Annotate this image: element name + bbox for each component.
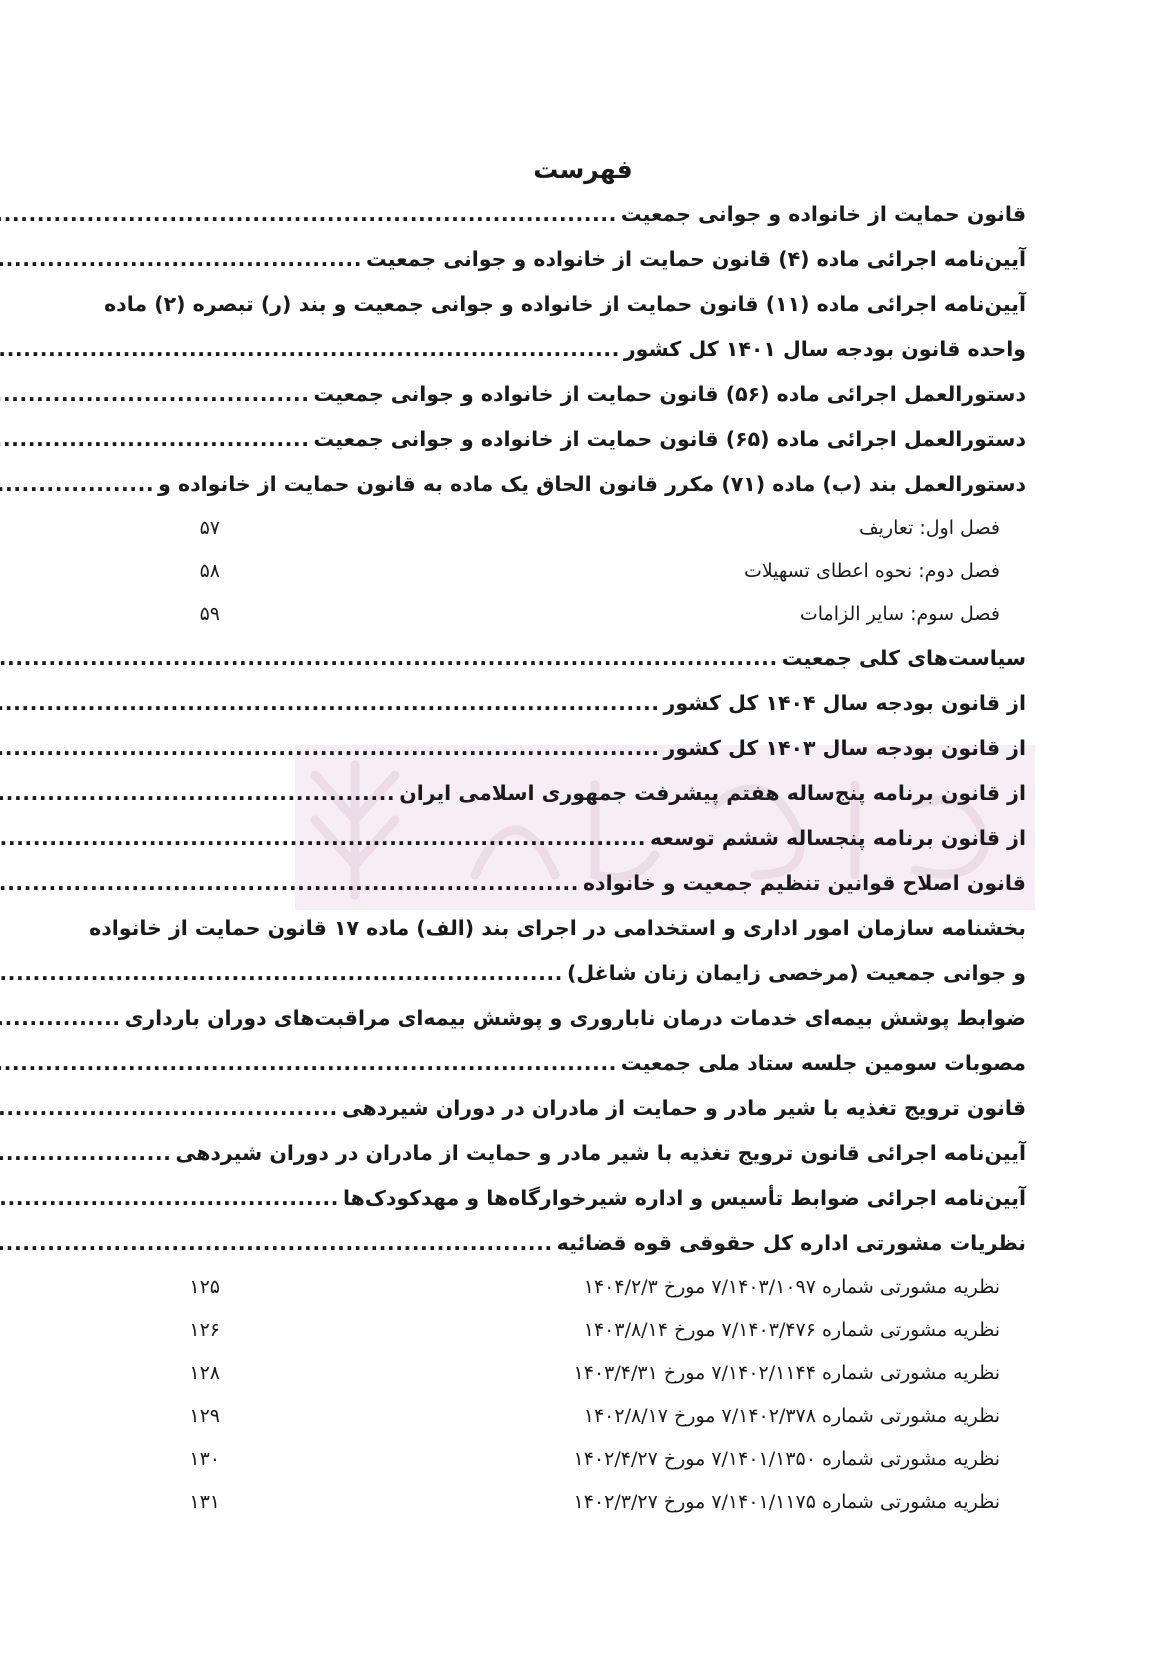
page-title: فهرست (533, 155, 633, 184)
toc-dot-leader (0, 1086, 342, 1131)
toc-entry[interactable] (140, 681, 1026, 726)
toc-page-number: ۵۸ (199, 560, 220, 582)
toc-entry-title: از قانون بودجه سال ۱۴۰۴ کل کشور (663, 691, 1026, 715)
toc-dot-leader (0, 861, 583, 906)
toc-page-number: ۵۷ (199, 517, 220, 539)
toc-dot-leader (0, 996, 125, 1041)
toc-dot-leader (0, 771, 399, 816)
toc-entry-title: از قانون برنامه پنجساله ششم توسعه (650, 826, 1026, 850)
toc-entry[interactable] (140, 771, 1026, 816)
toc-subentry[interactable] (140, 1395, 1026, 1438)
toc-entry[interactable] (104, 282, 1026, 372)
toc-subentry-title: فصل دوم: نحوه اعطای تسهیلات (743, 560, 1000, 582)
toc-dot-leader (0, 417, 314, 462)
toc-entry[interactable] (140, 1041, 1026, 1086)
toc-subentry-title: نظریه مشورتی شماره ۷/۱۴۰۱/۱۳۵۰ مورخ ۱۴۰۲/۴/۲۷ (573, 1448, 1000, 1470)
toc-entry[interactable] (140, 816, 1026, 861)
toc-entry[interactable] (140, 1086, 1026, 1131)
toc-dot-leader (0, 951, 567, 996)
toc-page-number: ۱۳۱ (189, 1491, 220, 1513)
toc-entry-title: از قانون بودجه سال ۱۴۰۳ کل کشور (663, 736, 1026, 760)
toc-page-number: ۱۳۰ (189, 1448, 220, 1470)
toc-entry-title: دستورالعمل اجرائی ماده (۶۵) قانون حمایت از خانواده و جوانی جمعیت (313, 427, 1026, 451)
toc-entry-title: سیاست‌های کلی جمعیت (781, 646, 1026, 670)
toc-entry[interactable] (140, 1176, 1026, 1221)
toc-entry[interactable] (140, 861, 1026, 906)
toc-entry-title: از قانون برنامه پنج‌ساله هفتم پیشرفت جمهوری اسلامی ایران (399, 781, 1026, 805)
toc-page-number: ۱۲۶ (189, 1319, 220, 1341)
toc-entry-title: دستورالعمل بند (ب) ماده (۷۱) مکرر قانون الحاق یک ماده به قانون حمایت از خانواده و (158, 472, 1026, 496)
toc-subentry[interactable] (140, 1266, 1026, 1309)
toc-subentry-title: فصل سوم: سایر الزامات (799, 603, 1000, 625)
toc-entry-title-line1: بخشنامه سازمان امور اداری و استخدامی در اجرای بند (الف) ماده ۱۷ قانون حمایت از خانواده (89, 916, 1026, 940)
toc-subentry[interactable] (140, 550, 1026, 593)
toc-page-number: ۱۲۹ (189, 1405, 220, 1427)
toc-entry[interactable] (140, 192, 1026, 237)
toc-dot-leader (0, 462, 158, 507)
toc-dot-leader (0, 726, 664, 771)
toc-dot-leader (0, 372, 314, 417)
toc-subentry-title: نظریه مشورتی شماره ۷/۱۴۰۳/۴۷۶ مورخ ۱۴۰۳/۸/۱۴ (583, 1319, 1000, 1341)
toc-entry[interactable] (140, 417, 1026, 462)
toc-entry[interactable] (140, 1221, 1026, 1266)
toc-dot-leader (0, 1221, 557, 1266)
toc-entry-title: آیین‌نامه اجرائی ماده (۴) قانون حمایت از خانواده و جوانی جمعیت (366, 247, 1026, 271)
toc-dot-leader (0, 192, 621, 237)
toc-subentry[interactable] (140, 1309, 1026, 1352)
toc-entry-title: قانون حمایت از خانواده و جوانی جمعیت (620, 202, 1026, 226)
toc-subentry[interactable] (140, 593, 1026, 636)
toc-entry[interactable] (140, 636, 1026, 681)
toc-entry-title-line1: آیین‌نامه اجرائی ماده (۱۱) قانون حمایت از خانواده و جوانی جمعیت و بند (ر) تبصره (۲) ماده (104, 292, 1026, 316)
toc-entry[interactable] (140, 726, 1026, 771)
toc-dot-leader (0, 237, 366, 282)
toc-subentry-title: نظریه مشورتی شماره ۷/۱۴۰۲/۳۷۸ مورخ ۱۴۰۲/۸/۱۷ (583, 1405, 1000, 1427)
toc-page-number: ۱۲۸ (189, 1362, 220, 1384)
table-of-contents (89, 148, 1026, 1524)
toc-entry-title-line2: و جوانی جمعیت (مرخصی زایمان زنان شاغل) (566, 961, 1026, 985)
toc-subentry-title: فصل اول: تعاریف (858, 517, 1000, 539)
toc-dot-leader (0, 1176, 343, 1221)
toc-subentry-title: نظریه مشورتی شماره ۷/۱۴۰۱/۱۱۷۵ مورخ ۱۴۰۲/۳/۲۷ (573, 1491, 1000, 1513)
toc-entry[interactable] (140, 1131, 1026, 1176)
toc-subentry-title: نظریه مشورتی شماره ۷/۱۴۰۲/۱۱۴۴ مورخ ۱۴۰۳/۴/۳۱ (573, 1362, 1000, 1384)
toc-entry-title-line2: واحده قانون بودجه سال ۱۴۰۱ کل کشور (623, 337, 1026, 361)
toc-entry[interactable] (140, 237, 1026, 282)
toc-entry-title: آیین‌نامه اجرائی قانون ترویج تغذیه با شیر مادر و حمایت از مادران در دوران شیردهی (175, 1141, 1026, 1165)
toc-dot-leader (0, 816, 650, 861)
toc-list (89, 192, 1026, 1524)
toc-subentry[interactable] (140, 507, 1026, 550)
toc-entry-title: قانون اصلاح قوانین تنظیم جمعیت و خانواده (582, 871, 1026, 895)
toc-entry[interactable] (89, 906, 1026, 996)
toc-subentry-title: نظریه مشورتی شماره ۷/۱۴۰۳/۱۰۹۷ مورخ ۱۴۰۴/۲/۳ (583, 1276, 1000, 1298)
toc-dot-leader (0, 327, 624, 372)
toc-subentry[interactable] (140, 1481, 1026, 1524)
toc-entry[interactable] (140, 462, 1026, 507)
toc-entry-title: دستورالعمل اجرائی ماده (۵۶) قانون حمایت از خانواده و جوانی جمعیت (313, 382, 1026, 406)
toc-subentry[interactable] (140, 1438, 1026, 1481)
toc-page-number: ۱۲۵ (189, 1276, 220, 1298)
toc-page-number: ۵۹ (199, 603, 220, 625)
toc-dot-leader (0, 681, 664, 726)
toc-entry-title: آیین‌نامه اجرائی ضوابط تأسیس و اداره شیرخوارگاه‌ها و مهدکودک‌ها (342, 1186, 1026, 1210)
toc-dot-leader (0, 636, 782, 681)
toc-entry[interactable] (140, 372, 1026, 417)
toc-entry[interactable] (124, 996, 1026, 1041)
toc-entry-title: ضوابط پوشش بیمه‌ای خدمات درمان ناباروری و پوشش بیمه‌ای مراقبت‌های دوران بارداری (124, 1006, 1026, 1030)
toc-dot-leader (0, 1131, 175, 1176)
toc-subentry[interactable] (140, 1352, 1026, 1395)
toc-dot-leader (0, 1041, 621, 1086)
toc-entry-title: نظریات مشورتی اداره کل حقوقی قوه قضائیه (556, 1231, 1026, 1255)
toc-entry-title: مصوبات سومین جلسه ستاد ملی جمعیت (620, 1051, 1026, 1075)
toc-entry-title: قانون ترویج تغذیه با شیر مادر و حمایت از مادران در دوران شیردهی (341, 1096, 1026, 1120)
